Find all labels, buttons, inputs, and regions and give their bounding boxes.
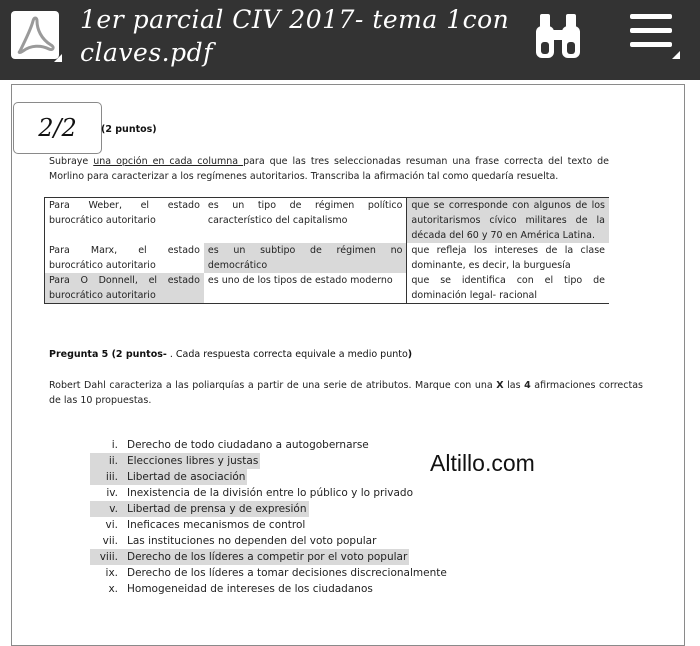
- table-cell: es un subtipo de régimen no democrático: [204, 243, 407, 273]
- binoculars-icon[interactable]: [536, 14, 580, 64]
- list-item: viii. Derecho de los líderes a competir por el voto popular: [90, 549, 447, 565]
- table-row: [45, 198, 610, 244]
- question4-header: (2 puntos): [101, 124, 157, 135]
- table-cell: es uno de los tipos de estado moderno: [207, 275, 393, 286]
- list-item: iii. Libertad de asociación: [90, 469, 447, 485]
- question5-intro: Robert Dahl caracteriza a las poliarquías a partir de una serie de atributos. Marque con una X las 4 afirmaciones correctas de las 10 propuestas.: [49, 380, 643, 406]
- adobe-pdf-icon[interactable]: [11, 11, 59, 59]
- list-item: vii. Las instituciones no dependen del voto popular: [102, 535, 377, 547]
- list-item: ix. Derecho de los líderes a tomar decisiones discrecionalmente: [105, 567, 447, 579]
- options-table: [44, 197, 609, 304]
- table-cell: es un tipo de régimen político característico del capitalismo: [207, 200, 403, 226]
- question4-instructions: Subraye una opción en cada columna para que las tres seleccionadas resuman una frase correcta del texto de Morlino para caracterizar a los regímenes autoritarios. Transcriba la afirmación tal como quedaría resuelta.: [49, 156, 610, 182]
- list-item: ii. Elecciones libres y justas: [90, 453, 447, 469]
- list-item: x. Homogeneidad de intereses de los ciudadanos: [108, 583, 373, 595]
- page-indicator: 2/2: [13, 102, 102, 154]
- table-cell: Para Weber, el estado burocrático autoritario: [45, 198, 204, 244]
- table-row: [45, 273, 610, 304]
- table-cell: que refleja los intereses de la clase dominante, es decir, la burguesía: [407, 243, 609, 273]
- table-cell: que se corresponde con algunos de los autoritarismos cívico militares de la década del 60 y 70 en América Latina.: [407, 198, 609, 244]
- table-row: [45, 243, 610, 273]
- top-app-bar: [0, 0, 700, 80]
- propositions-list: [90, 437, 447, 597]
- watermark: Altillo.com: [430, 450, 535, 476]
- list-item: i. Derecho de todo ciudadano a autogobernarse: [111, 439, 369, 451]
- list-item: vi. Ineficaces mecanismos de control: [105, 519, 306, 531]
- hamburger-menu-icon[interactable]: [630, 14, 674, 58]
- list-item: v. Libertad de prensa y de expresión: [90, 501, 447, 517]
- table-cell: Para O Donnell, el estado burocrático autoritario: [45, 273, 204, 304]
- question5-title: Pregunta 5 (2 puntos- . Cada respuesta correcta equivale a medio punto): [49, 349, 413, 360]
- list-item: iv. Inexistencia de la división entre lo público y lo privado: [106, 487, 414, 499]
- file-title: 1er parcial CIV 2017- tema 1con claves.pdf: [80, 5, 510, 67]
- table-cell: Para Marx, el estado burocrático autoritario: [45, 243, 204, 273]
- table-cell: que se identifica con el tipo de dominación legal- racional: [407, 273, 609, 304]
